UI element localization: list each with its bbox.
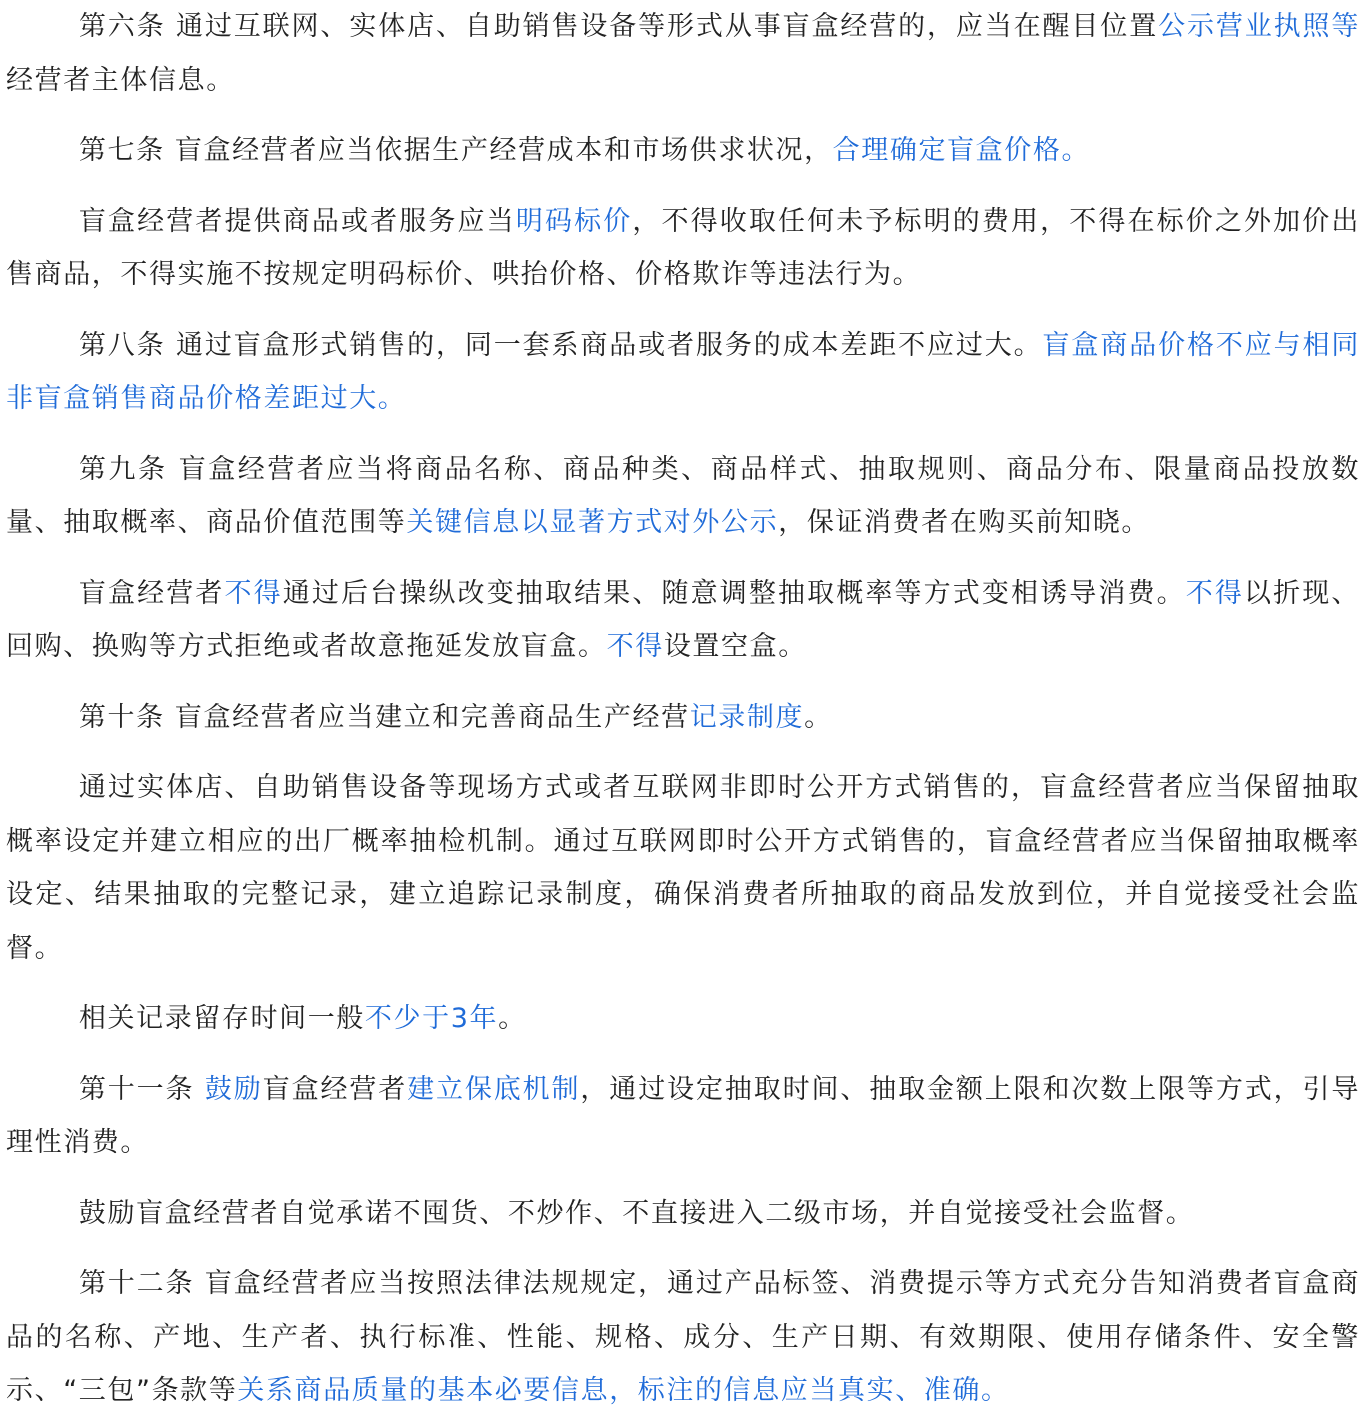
highlight-link[interactable]: 建立保底机制	[407, 1073, 581, 1105]
text-segment: 盲盒经营者提供商品或者服务应当	[78, 205, 516, 237]
paragraph-article-11	[6, 1063, 1360, 1170]
highlight-link[interactable]: 不得	[224, 577, 283, 609]
paragraph-price-marking	[6, 195, 1360, 302]
highlight-link[interactable]: 鼓励	[204, 1073, 263, 1105]
highlight-link[interactable]: 合理确定盲盒价格。	[832, 135, 1091, 166]
text-segment: ，不得收取任何未予标明的费用，不得在标价之外加价出售商品，不得实施不按规定明码标价、哄抬价格、价格欺诈等违法行为。	[6, 205, 1360, 290]
text-segment: 相关记录留存时间一般	[78, 1003, 365, 1034]
document-body	[6, 0, 1360, 1418]
paragraph-article-12	[6, 1257, 1360, 1418]
text-segment: 通过后台操纵改变抽取结果、随意调整抽取概率等方式变相诱导消费。	[282, 577, 1186, 609]
highlight-link[interactable]: 公示营业执照等	[1158, 11, 1361, 42]
text-segment: 第九条 盲盒经营者应当将商品名称、商品种类、商品样式、抽取规则、商品分布、限量商品投放数量、抽取概率、商品价值范围等	[6, 453, 1360, 538]
paragraph-article-10	[6, 691, 1360, 745]
paragraph-article-9	[6, 443, 1360, 550]
text-segment: 第十条 盲盒经营者应当建立和完善商品生产经营	[78, 701, 690, 733]
text-segment: 鼓励盲盒经营者自觉承诺不囤货、不炒作、不直接进入二级市场，并自觉接受社会监督。	[78, 1197, 1195, 1229]
text-segment: 通过实体店、自助销售设备等现场方式或者互联网非即时公开方式销售的，盲盒经营者应当保留抽取概率设定并建立相应的出厂概率抽检机制。通过互联网即时公开方式销售的，盲盒经营者应当保留抽取概率设定、结果抽取的完整记录，建立追踪记录制度，确保消费者所抽取的商品发放到位，并自觉接受社会监督。	[6, 772, 1360, 964]
text-segment: 第十一条	[78, 1073, 205, 1105]
paragraph-prohibitions	[6, 567, 1360, 674]
highlight-link[interactable]: 盲盒商品价格不应与相同非盲盒销售商品价格差距过大。	[6, 329, 1360, 414]
text-segment: 设置空盒。	[663, 631, 807, 662]
highlight-link[interactable]: 关系商品质量的基本必要信息，标注的信息应当真实、准确。	[237, 1375, 1010, 1406]
paragraph-article-8	[6, 319, 1360, 426]
paragraph-article-7	[6, 124, 1360, 178]
paragraph-probability-records	[6, 761, 1360, 975]
highlight-link[interactable]: 不少于3年	[364, 1003, 499, 1034]
text-segment: ，保证消费者在购买前知晓。	[778, 507, 1151, 538]
text-segment: 第八条 通过盲盒形式销售的，同一套系商品或者服务的成本差距不应过大。	[78, 329, 1043, 361]
text-segment: 盲盒经营者	[78, 577, 225, 609]
text-segment: 。	[498, 1003, 527, 1034]
text-segment: 第七条 盲盒经营者应当依据生产经营成本和市场供求状况，	[78, 135, 833, 166]
paragraph-article-6	[6, 0, 1360, 107]
highlight-link[interactable]: 关键信息以显著方式对外公示	[406, 507, 779, 538]
text-segment: 第六条 通过互联网、实体店、自助销售设备等形式从事盲盒经营的，应当在醒目位置	[78, 11, 1159, 42]
highlight-link[interactable]: 记录制度	[689, 701, 805, 733]
text-segment: 盲盒经营者	[262, 1073, 408, 1105]
text-segment: 经营者主体信息。	[6, 64, 235, 96]
highlight-link[interactable]: 不得	[606, 631, 664, 662]
text-segment: 。	[804, 701, 833, 733]
paragraph-record-retention	[6, 992, 1360, 1046]
text-segment: 第十二条 盲盒经营者应当按照法律法规规定，通过产品标签、消费提示等方式充分告知消费者盲盒商品的名称、产地、生产者、执行标准、性能、规格、成分、生产日期、有效期限、使用存储条件、安全警示、“三包”条款等	[6, 1268, 1360, 1406]
paragraph-self-commitment	[6, 1187, 1360, 1241]
text-segment: ，通过设定抽取时间、抽取金额上限和次数上限等方式，引导理性消费。	[6, 1073, 1361, 1158]
text-segment: 以折现、回购、换购等方式拒绝或者故意拖延发放盲盒。	[6, 577, 1361, 662]
highlight-link[interactable]: 不得	[1185, 577, 1245, 609]
highlight-link[interactable]: 明码标价	[515, 205, 633, 237]
